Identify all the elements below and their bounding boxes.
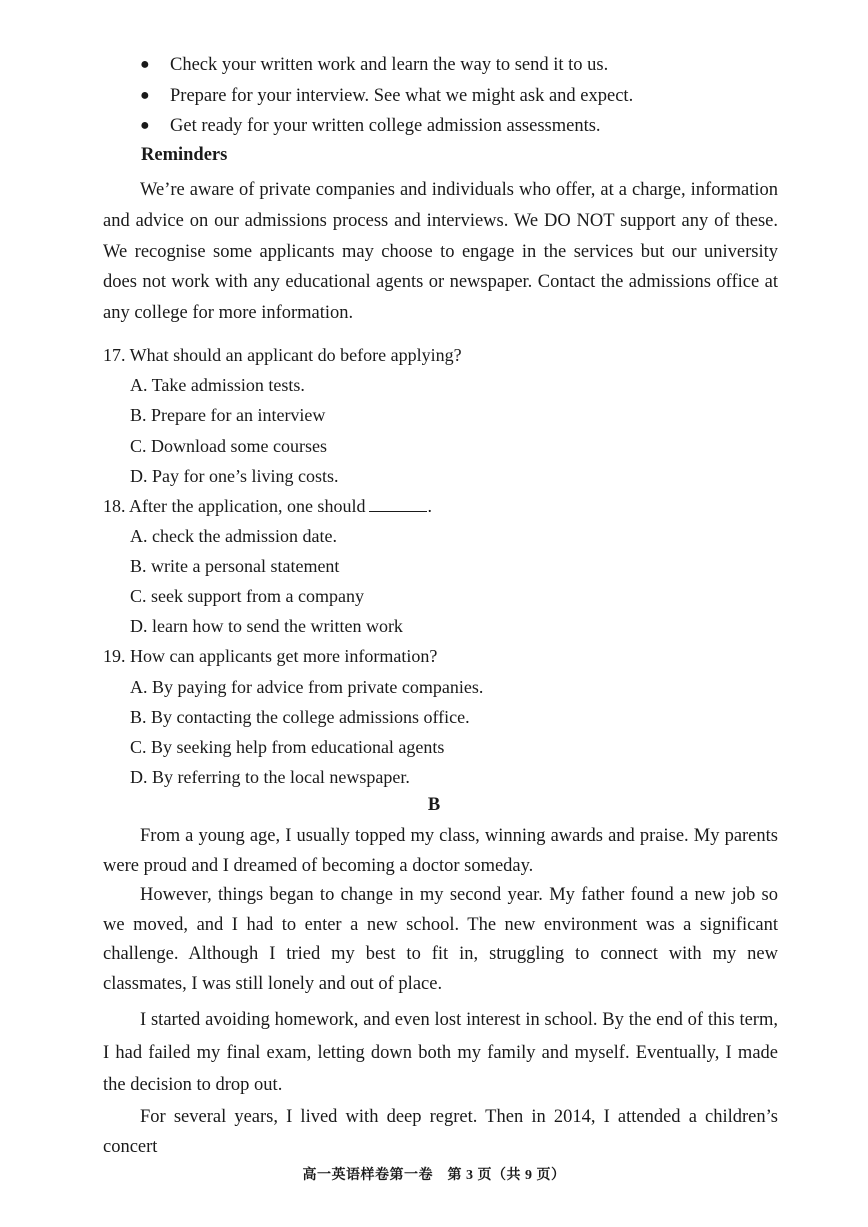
question-17-option-d: D. Pay for one’s living costs.	[130, 466, 339, 486]
question-19-option-d: D. By referring to the local newspaper.	[130, 767, 410, 787]
question-17: 17. What should an applicant do before applying?	[103, 345, 462, 365]
bullet-icon: ●	[140, 117, 150, 134]
question-18-option-b: B. write a personal statement	[130, 556, 340, 576]
list-item	[140, 52, 780, 83]
bullet-icon: ●	[140, 86, 150, 104]
question-18-option-d: D. learn how to send the written work	[130, 616, 403, 636]
question-18-option-a: A. check the admission date.	[130, 526, 337, 546]
question-19-option-a: A. By paying for advice from private companies.	[130, 677, 484, 697]
reminders-heading: Reminders	[141, 145, 228, 165]
bullet-list	[140, 52, 780, 144]
question-19-option-b: B. By contacting the college admissions office.	[130, 707, 470, 727]
list-item	[140, 83, 780, 114]
bullet-icon: ●	[140, 56, 150, 73]
question-17-option-c: C. Download some courses	[130, 436, 327, 456]
passage-paragraph: For several years, I lived with deep regret. Then in 2014, I attended a children’s concert	[103, 1107, 778, 1157]
list-item	[140, 113, 780, 144]
question-18-stem-end: .	[427, 496, 432, 516]
question-17-option-b: B. Prepare for an interview	[130, 405, 326, 425]
bullet-text: Prepare for your interview. See what we might ask and expect.	[170, 85, 634, 106]
section-b-heading: B	[427, 795, 441, 815]
passage-paragraph: However, things began to change in my second year. My father found a new job so we moved, and I had to enter a new school. The new environment was a significant challenge. Although I tried my best to fit in, struggling to connect with my new classmates, I was still lonely and out of place.	[103, 885, 778, 994]
page-footer: 高一英语样卷第一卷 第 3 页（共 9 页）	[302, 1168, 566, 1183]
question-18	[103, 491, 432, 521]
passage-paragraph: I started avoiding homework, and even lost interest in school. By the end of this term, I had failed my final exam, letting down both my family and myself. Eventually, I made the decision to drop out.	[103, 1010, 778, 1095]
question-18-stem: 18. After the application, one should	[103, 496, 366, 516]
answer-blank	[369, 495, 427, 512]
question-17-option-a: A. Take admission tests.	[130, 375, 305, 395]
reminders-paragraph	[103, 175, 778, 329]
question-19: 19. How can applicants get more information?	[103, 646, 438, 666]
question-19-option-c: C. By seeking help from educational agents	[130, 737, 445, 757]
question-18-option-c: C. seek support from a company	[130, 586, 364, 606]
reminders-body: We’re aware of private companies and individuals who offer, at a charge, information and advice on our admissions process and interviews. We DO NOT support any of these. We recognise some applicants may choose to engage in the services but our university does not work with any educational agents or newspaper. Contact the admissions office at any college for more information.	[103, 180, 778, 324]
bullet-text: Get ready for your written college admission assessments.	[170, 116, 601, 136]
bullet-text: Check your written work and learn the way to send it to us.	[170, 55, 609, 75]
passage-paragraph: From a young age, I usually topped my class, winning awards and praise. My parents were proud and I dreamed of becoming a doctor someday.	[103, 826, 778, 876]
